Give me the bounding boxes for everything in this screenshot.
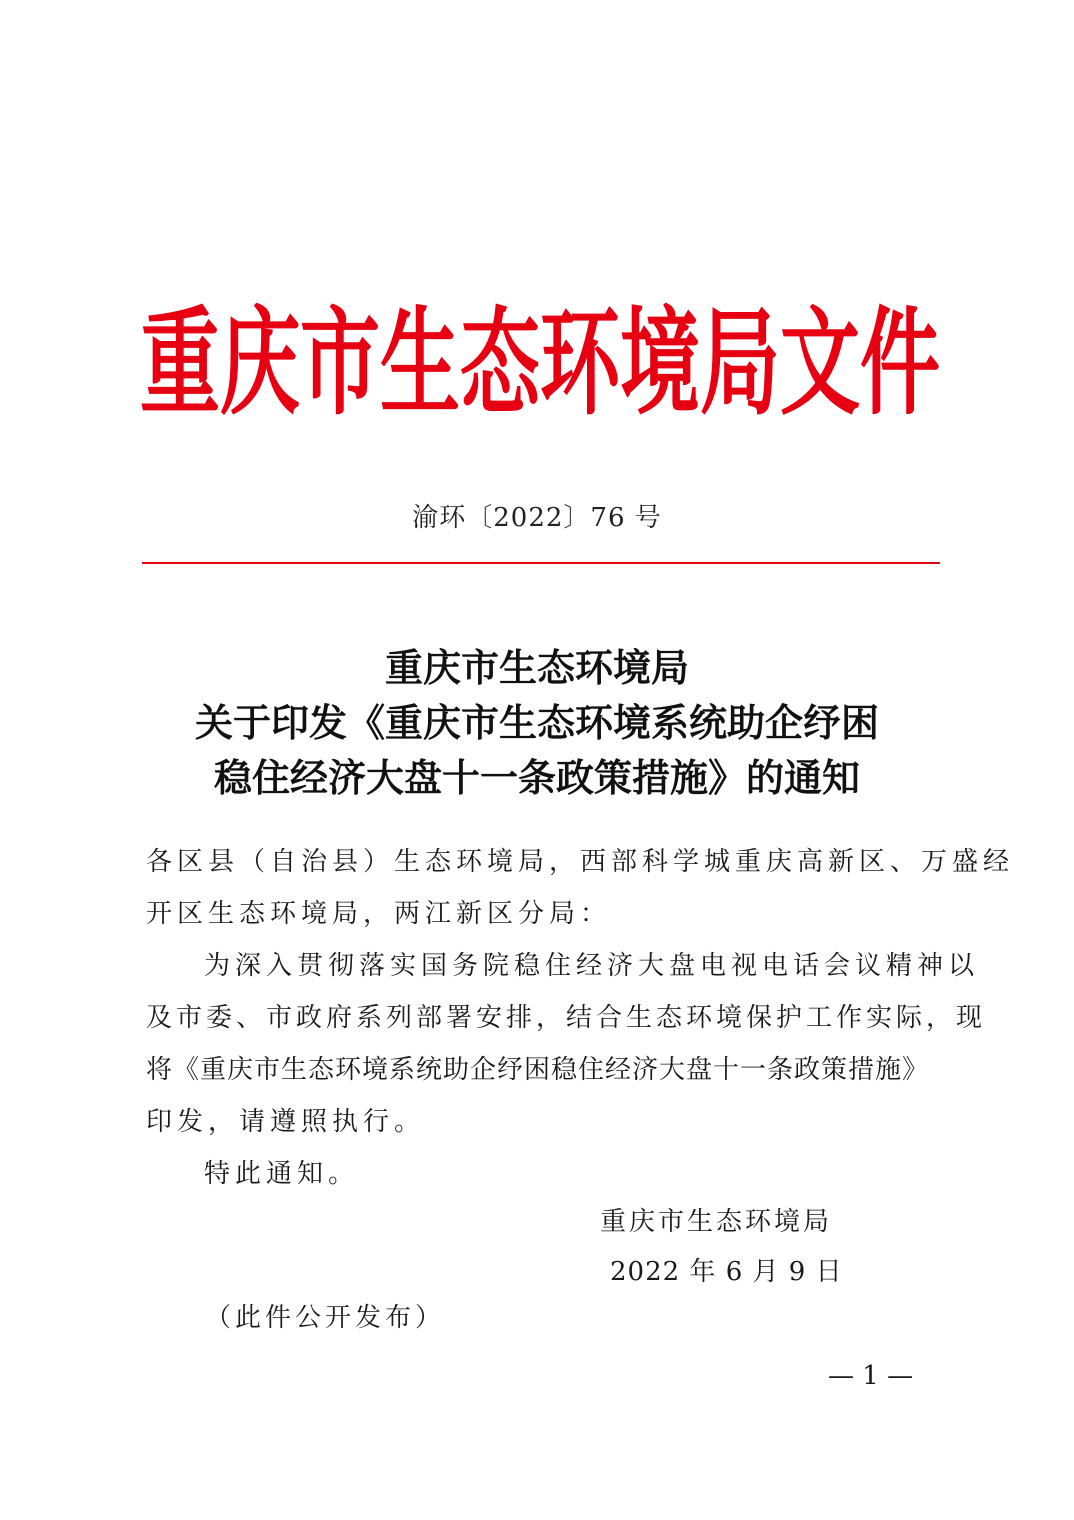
addressee-line-1: 各区县（自治县）生态环境局，西部科学城重庆高新区、万盛经: [146, 847, 1015, 877]
paragraph-line-3: 将《重庆市生态环境系统助企纾困稳住经济大盘十一条政策措施》: [146, 1055, 930, 1085]
signature-date: 2022 年 6 月 9 日: [610, 1257, 843, 1287]
document-header-title: 重庆市生态环境局文件: [140, 295, 940, 431]
title-line-3: 稳住经济大盘十一条政策措施》的通知: [213, 755, 860, 800]
paragraph-line-2: 及市委、市政府系列部署安排，结合生态环境保护工作实际，现: [146, 1003, 987, 1033]
document-title: [0, 640, 1074, 805]
closing-text: 特此通知。: [204, 1159, 360, 1189]
public-release-note: （此件公开发布）: [205, 1303, 446, 1333]
signature-organization: 重庆市生态环境局: [600, 1207, 833, 1237]
document-number: 渝环〔2022〕76 号: [412, 503, 662, 533]
addressee-line-2: 开区生态环境局，两江新区分局：: [146, 899, 612, 929]
page-number: — 1 —: [828, 1361, 914, 1391]
header-red-divider: [142, 562, 940, 564]
title-line-2: 关于印发《重庆市生态环境系统助企纾困: [194, 700, 879, 745]
paragraph-line-1: 为深入贯彻落实国务院稳住经济大盘电视电话会议精神以: [204, 951, 980, 981]
title-line-1: 重庆市生态环境局: [384, 645, 689, 690]
paragraph-line-4: 印发，请遵照执行。: [146, 1107, 426, 1137]
document-body: [146, 836, 1015, 1200]
